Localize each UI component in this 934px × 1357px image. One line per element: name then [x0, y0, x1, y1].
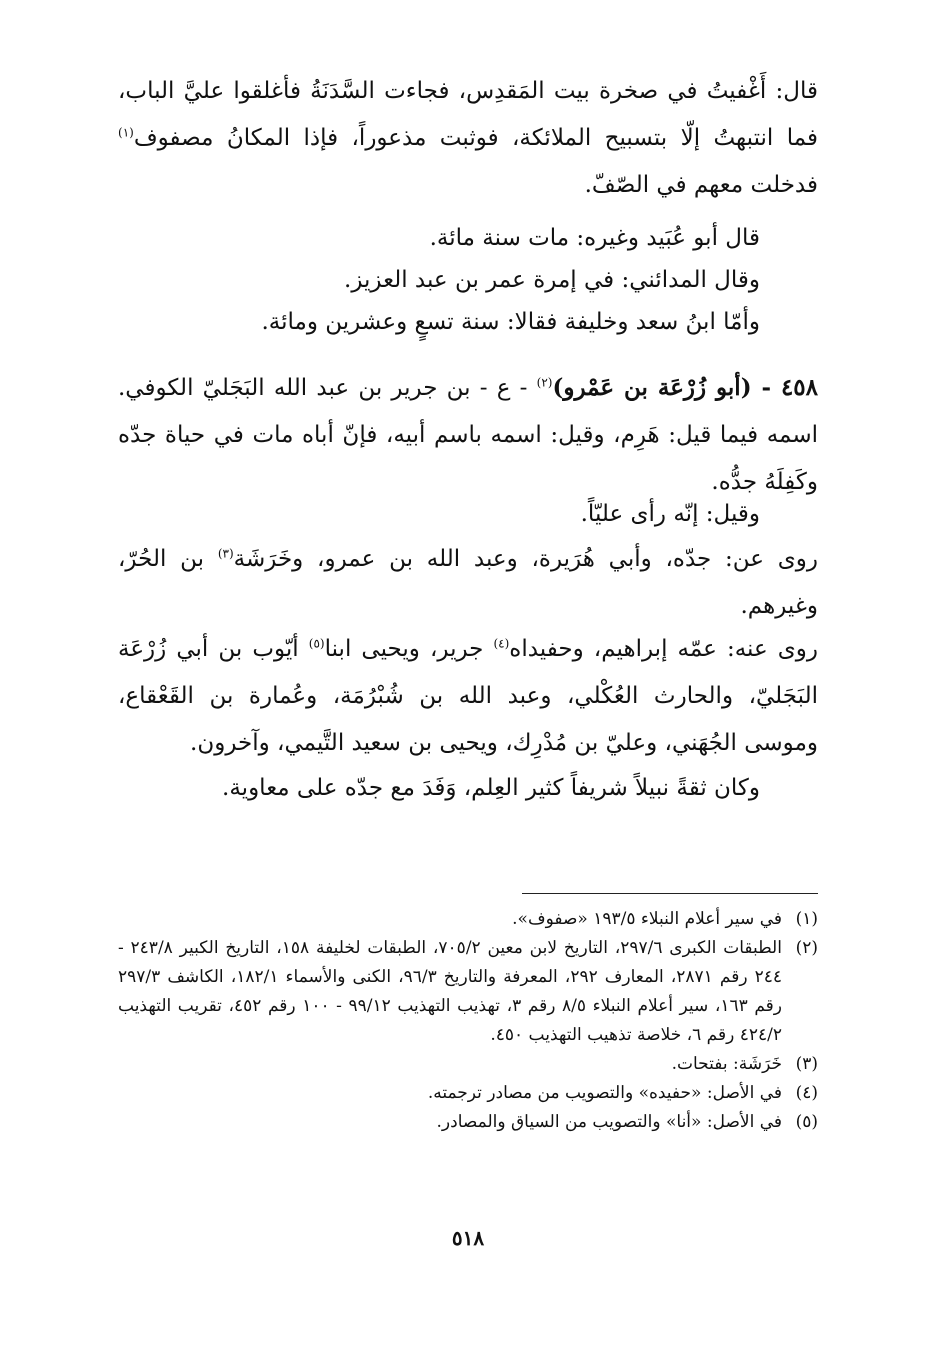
death-abu-ubaid: قال أبو عُبَيد وغيره: مات سنة مائة. — [429, 225, 760, 251]
entry-description: - ع - بن جرير بن عبد الله البَجَليّ الكوفي. اسمه فيما قيل: هَرِم، وقيل: اسمه باسم أبيه، فإنّ أباه مات في حياة جدّه وكَفِلَهُ جدُّه. — [118, 375, 818, 495]
narrated-by-text-c: أيّوب بن أبي زُرْعَة البَجَليّ، والحارث العُكْلي، وعبد الله بن شُبْرُمَة، وعُمارة بن القَعْقاع، وموسى الجُهَني، وعليّ بن مُدْرِك، ويحيى بن سعيد التَّيمي، وآخرون. — [118, 636, 818, 756]
footnote-1 — [118, 905, 818, 934]
footnote-4-number: (٤) — [795, 1083, 818, 1103]
footnote-ref-3[interactable]: (٣) — [217, 546, 234, 561]
paragraph-vision-end: فدخلت معهم في الصّفّ. — [584, 172, 818, 198]
death-ibn-saad: وأمّا ابنُ سعد وخليفة فقالا: سنة تسعٍ وعشرين ومائة. — [261, 309, 760, 335]
narrated-from-end: بن الحُرّ، وغيرهم. — [118, 546, 818, 619]
footnote-2 — [118, 934, 818, 1050]
footnote-4-text: في الأصل: «حفيده» والتصويب من مصادر ترجمته. — [427, 1083, 782, 1103]
footnote-1-number: (١) — [795, 909, 818, 929]
footnotes — [118, 905, 818, 1137]
narrated-from — [118, 536, 818, 630]
footnote-3-number: (٣) — [795, 1054, 818, 1074]
line-saw-ali: وقيل: إنّه رأى عليّاً. — [580, 501, 760, 527]
book-page — [118, 60, 818, 1300]
line-trustworthy: وكان ثقةً نبيلاً شريفاً كثير العِلم، وَفَدَ مع جدّه على معاوية. — [222, 775, 760, 801]
footnote-ref-4[interactable]: (٤) — [493, 636, 510, 651]
footnote-ref-5[interactable]: (٥) — [308, 636, 325, 651]
paragraph-vision-text: قال: أَغْفيتُ في صخرة بيت المَقدِس، فجاءت السَّدَنَةُ فأغلقوا عليَّ الباب، فما انتبهتُ إلّا بتسبيح الملائكة، فوثبت مذعوراً، فإذا المكانُ مصفوف — [118, 78, 818, 151]
footnote-5-text: في الأصل: «أنا» والتصويب من السياق والمصادر. — [436, 1112, 782, 1132]
entry-number: ٤٥٨ - — [761, 374, 818, 401]
narrated-by-text-b: جرير، ويحيى ابنا — [324, 636, 494, 662]
entry-458 — [118, 364, 818, 506]
footnote-3 — [118, 1050, 818, 1079]
footnote-ref-2[interactable]: (٢) — [536, 375, 553, 390]
footnote-2-number: (٢) — [795, 938, 818, 958]
footnote-3-text: خَرَشَة: بفتحات. — [671, 1054, 782, 1074]
footnote-5 — [118, 1108, 818, 1137]
footnote-5-number: (٥) — [795, 1112, 818, 1132]
footnote-1-text: في سير أعلام النبلاء ١٩٣/٥ «صفوف». — [512, 909, 782, 929]
footnote-ref-1[interactable]: (١) — [118, 125, 134, 140]
footnote-2-text: الطبقات الكبرى ٢٩٧/٦، التاريخ لابن معين ٧٠٥/٢، الطبقات لخليفة ١٥٨، التاريخ الكبير ٢٤٣/٨ - ٢٤٤ رقم ٢٨٧١، المعارف ٢٩٢، المعرفة والتاريخ ٩٦/٣، الكنى والأسماء ١٨٢/١، الكاشف ٢٩٧/٣ رقم ١٦٣، سير أعلام النبلاء ٨/٥ رقم ٣، تهذيب التهذيب ٩٩/١٢ - ١٠٠ رقم ٤٥٢، تقريب التهذيب ٤٢٤/٢ رقم ٦، خلاصة تذهيب التهذيب ٤٥٠. — [118, 938, 782, 1045]
death-madaini: وقال المدائني: في إمرة عمر بن عبد العزيز. — [344, 267, 760, 293]
narrated-from-text: روى عن: جدّه، وأبي هُرَيرة، وعبد الله بن عمرو، وخَرَشَة — [233, 546, 819, 572]
narrated-by-text-a: روى عنه: عمّه إبراهيم، وحفيداه — [509, 636, 818, 662]
footnote-4 — [118, 1079, 818, 1108]
narrated-by — [118, 626, 818, 767]
page-number: ٥١٨ — [451, 1226, 485, 1250]
entry-name: (أبو زُرْعَة بن عَمْرو) — [552, 374, 762, 401]
footnote-divider — [522, 893, 818, 894]
paragraph-vision — [118, 68, 818, 209]
